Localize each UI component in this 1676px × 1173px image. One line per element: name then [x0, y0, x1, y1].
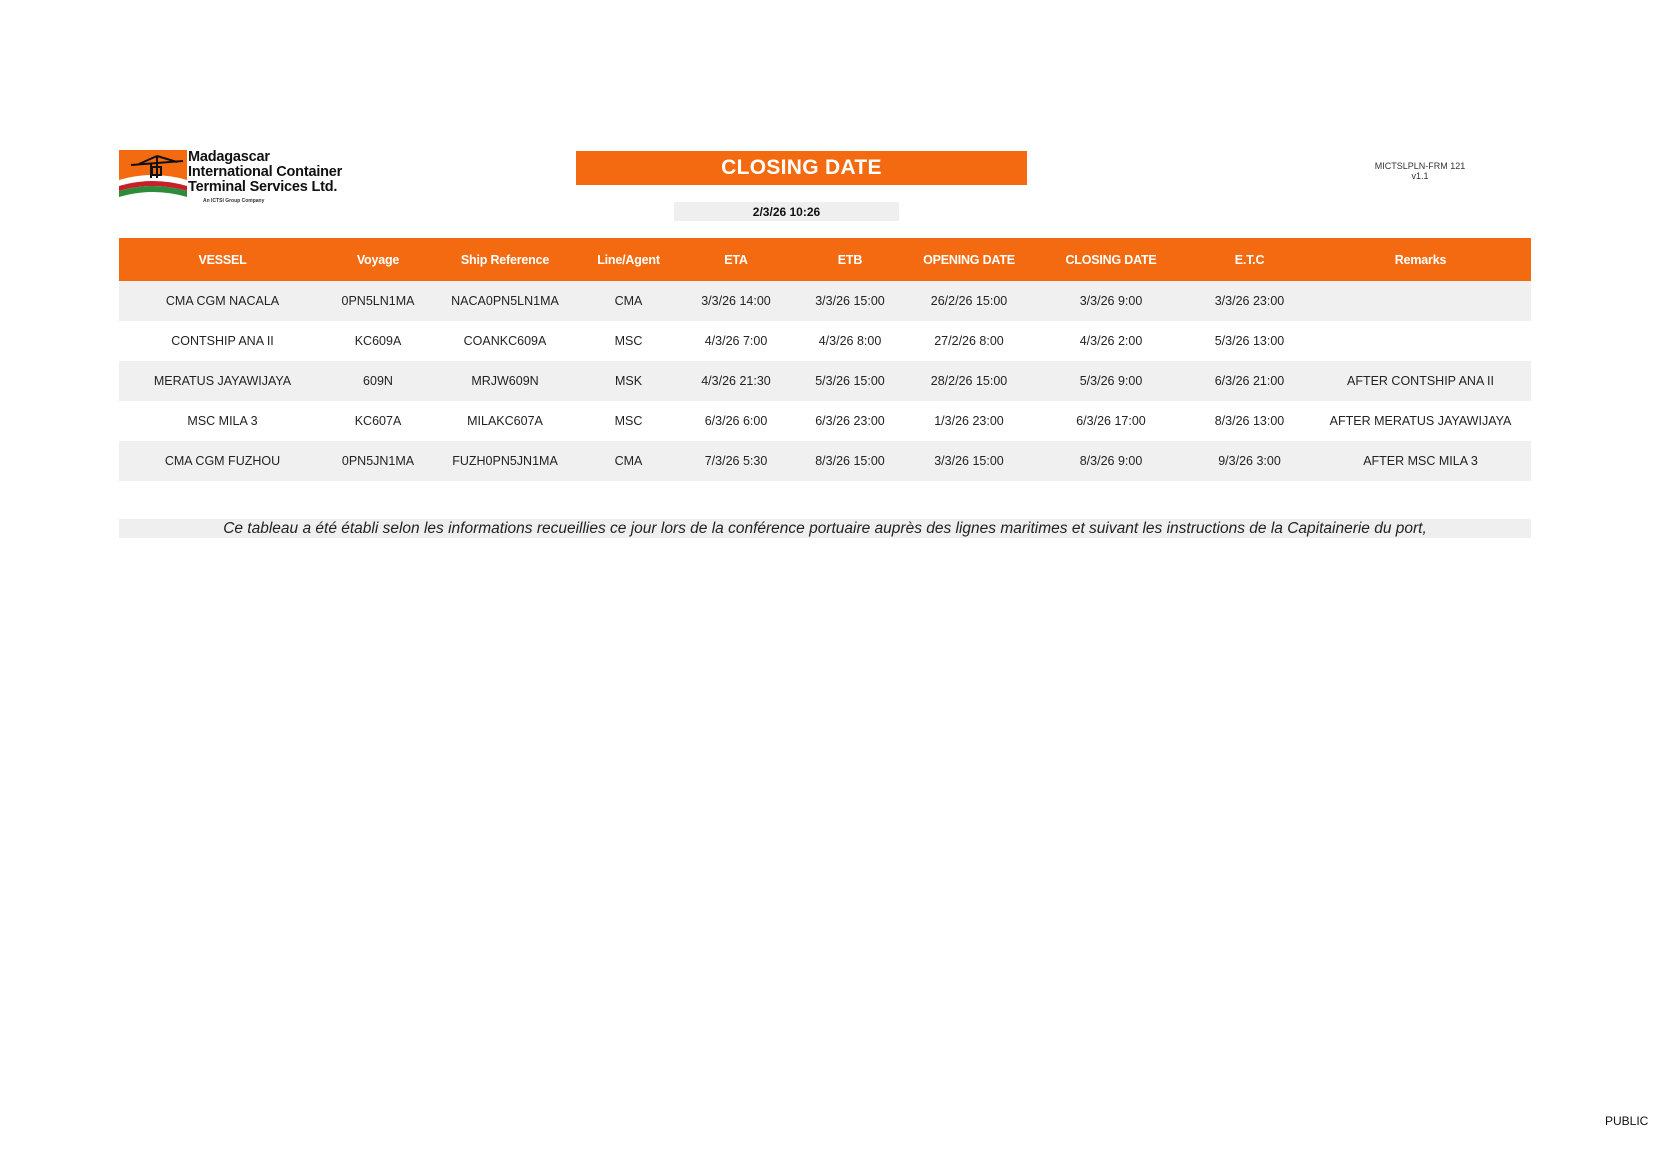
ship-reference-cell: FUZH0PN5JN1MA	[430, 441, 580, 481]
table-row	[119, 321, 1531, 361]
column-header-remarks: Remarks	[1310, 238, 1531, 281]
closing-date-cell: 4/3/26 2:00	[1033, 321, 1189, 361]
document-code: MICTSLPLN-FRM 121 v1.1	[1374, 161, 1466, 181]
closing-date-cell: 3/3/26 9:00	[1033, 281, 1189, 321]
opening-date-cell: 27/2/26 8:00	[905, 321, 1033, 361]
voyage-cell: KC607A	[326, 401, 430, 441]
line-agent-cell: CMA	[580, 441, 677, 481]
column-header-etc: E.T.C	[1189, 238, 1310, 281]
report-datetime: 2/3/26 10:26	[674, 202, 899, 221]
vessel-cell: MSC MILA 3	[119, 401, 326, 441]
remarks-cell	[1310, 281, 1531, 321]
line-agent-cell: MSK	[580, 361, 677, 401]
eta-cell: 3/3/26 14:00	[677, 281, 795, 321]
etb-cell: 6/3/26 23:00	[795, 401, 905, 441]
column-header-ship-reference: Ship Reference	[430, 238, 580, 281]
closing-date-table	[119, 238, 1531, 481]
line-agent-cell: MSC	[580, 321, 677, 361]
column-header-opening-date: OPENING DATE	[905, 238, 1033, 281]
etc-cell: 3/3/26 23:00	[1189, 281, 1310, 321]
line-agent-cell: MSC	[580, 401, 677, 441]
ship-reference-cell: COANKC609A	[430, 321, 580, 361]
ship-reference-cell: MILAKC607A	[430, 401, 580, 441]
vessel-cell: MERATUS JAYAWIJAYA	[119, 361, 326, 401]
logo-text-line-2: International Container	[188, 164, 343, 180]
column-header-etb: ETB	[795, 238, 905, 281]
line-agent-cell: CMA	[580, 281, 677, 321]
column-header-closing-date: CLOSING DATE	[1033, 238, 1189, 281]
eta-cell: 4/3/26 7:00	[677, 321, 795, 361]
etb-cell: 8/3/26 15:00	[795, 441, 905, 481]
column-header-voyage: Voyage	[326, 238, 430, 281]
vessel-cell: CMA CGM FUZHOU	[119, 441, 326, 481]
closing-date-cell: 5/3/26 9:00	[1033, 361, 1189, 401]
table-row	[119, 401, 1531, 441]
page-title: CLOSING DATE	[576, 151, 1027, 185]
voyage-cell: KC609A	[326, 321, 430, 361]
etc-cell: 5/3/26 13:00	[1189, 321, 1310, 361]
logo-text-line-3: Terminal Services Ltd.	[188, 179, 338, 195]
logo-tagline: An ICTSI Group Company	[203, 198, 265, 204]
logo-text-line-1: Madagascar	[188, 149, 270, 165]
crane-logo-icon	[119, 150, 187, 198]
eta-cell: 6/3/26 6:00	[677, 401, 795, 441]
remarks-cell: AFTER MERATUS JAYAWIJAYA	[1310, 401, 1531, 441]
etb-cell: 3/3/26 15:00	[795, 281, 905, 321]
classification-label: PUBLIC	[1605, 1114, 1649, 1128]
voyage-cell: 0PN5LN1MA	[326, 281, 430, 321]
remarks-cell: AFTER CONTSHIP ANA II	[1310, 361, 1531, 401]
opening-date-cell: 26/2/26 15:00	[905, 281, 1033, 321]
voyage-cell: 0PN5JN1MA	[326, 441, 430, 481]
company-logo	[119, 150, 359, 208]
opening-date-cell: 3/3/26 15:00	[905, 441, 1033, 481]
table-row	[119, 281, 1531, 321]
opening-date-cell: 28/2/26 15:00	[905, 361, 1033, 401]
column-header-vessel: VESSEL	[119, 238, 326, 281]
eta-cell: 7/3/26 5:30	[677, 441, 795, 481]
column-header-line-agent: Line/Agent	[580, 238, 677, 281]
eta-cell: 4/3/26 21:30	[677, 361, 795, 401]
etc-cell: 9/3/26 3:00	[1189, 441, 1310, 481]
vessel-cell: CMA CGM NACALA	[119, 281, 326, 321]
etb-cell: 5/3/26 15:00	[795, 361, 905, 401]
table-header-row	[119, 238, 1531, 281]
closing-date-cell: 6/3/26 17:00	[1033, 401, 1189, 441]
ship-reference-cell: MRJW609N	[430, 361, 580, 401]
opening-date-cell: 1/3/26 23:00	[905, 401, 1033, 441]
vessel-cell: CONTSHIP ANA II	[119, 321, 326, 361]
etc-cell: 8/3/26 13:00	[1189, 401, 1310, 441]
table-row	[119, 441, 1531, 481]
remarks-cell	[1310, 321, 1531, 361]
remarks-cell: AFTER MSC MILA 3	[1310, 441, 1531, 481]
etc-cell: 6/3/26 21:00	[1189, 361, 1310, 401]
etb-cell: 4/3/26 8:00	[795, 321, 905, 361]
voyage-cell: 609N	[326, 361, 430, 401]
closing-date-cell: 8/3/26 9:00	[1033, 441, 1189, 481]
footnote-text: Ce tableau a été établi selon les informations recueillies ce jour lors de la conférence portuaire auprès des lignes maritimes et suivant les instructions de la Capitainerie du port,	[119, 519, 1531, 538]
column-header-eta: ETA	[677, 238, 795, 281]
ship-reference-cell: NACA0PN5LN1MA	[430, 281, 580, 321]
table-row	[119, 361, 1531, 401]
